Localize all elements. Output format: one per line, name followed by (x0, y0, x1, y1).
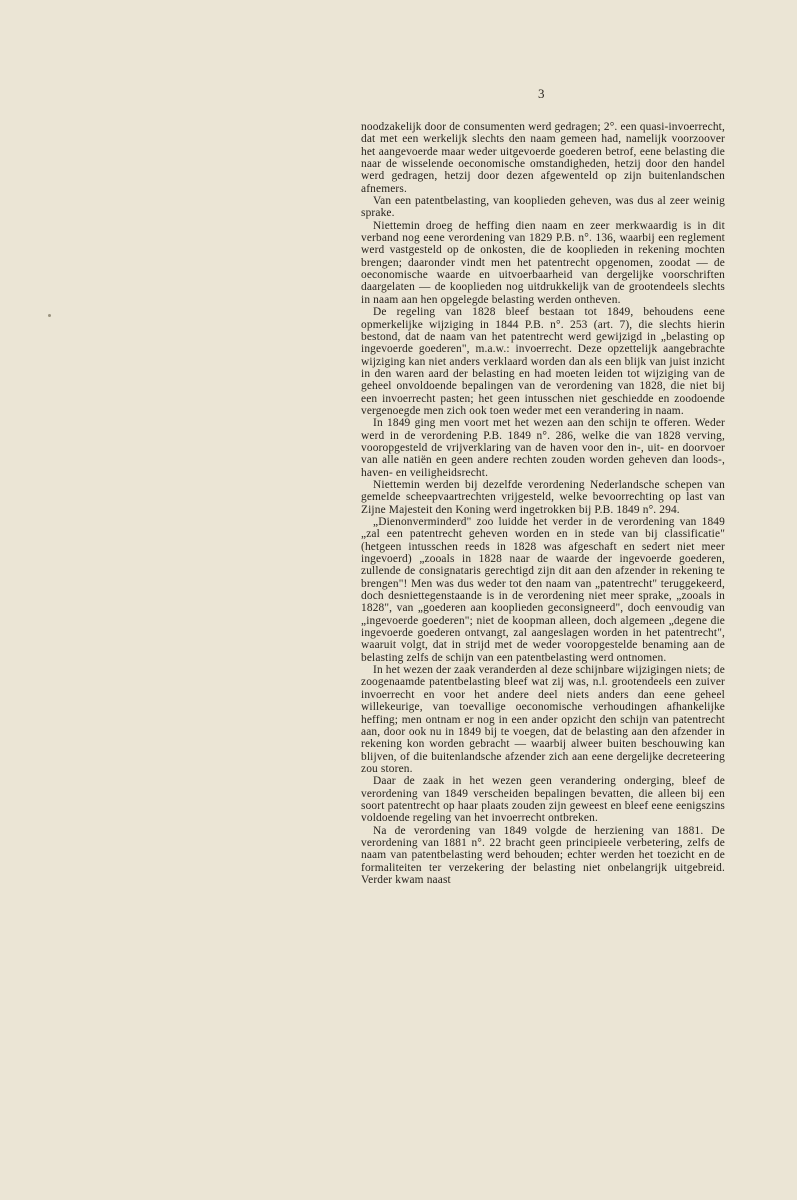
paragraph: noodzakelijk door de consumenten werd gedragen; 2°. een quasi-invoerrecht, dat met een werkelijk slechts den naam gemeen had, namelijk voorzoover het aangevoerde maar weder uitgevoerde goederen betrof, eene belasting die naar de wisselende oeconomische omstandigheden, hetzij door den handel werd gedragen, hetzij door dezen afgewenteld op zijn buitenlandschen afnemers. (361, 121, 725, 195)
paragraph: Daar de zaak in het wezen geen verandering onderging, bleef de verordening van 1849 verscheiden bepalingen bevatten, die alleen bij een soort patentrecht op haar plaats zouden zijn geweest en bleef eene eenigszins voldoende regeling van het invoerrecht ontbreken. (361, 775, 725, 825)
paragraph: Niettemin werden bij dezelfde verordening Nederlandsche schepen van gemelde scheepvaartrechten vrijgesteld, welke bevoorrechting op last van Zijne Majesteit den Koning werd ingetrokken bij P.B. 1849 n°. 294. (361, 478, 725, 516)
paragraph: Niettemin droeg de heffing dien naam en zeer merkwaardig is in dit verband nog eene verordening van 1829 P.B. n°. 136, waarbij een reglement werd vastgesteld op de onkosten, die de kooplieden in rekening mochten brengen; daaronder vindt men het patentrecht opgenomen, zoodat — de oeconomische waarde en uitvoerbaarheid van dergelijke voorschriften daargelaten — de kooplieden nog uitdrukkelijk van de grootendeels slechts in naam aan hen opgelegde belasting werden ontheven. (361, 219, 725, 306)
paragraph: Van een patentbelasting, van kooplieden geheven, was dus al zeer weinig sprake. (361, 195, 725, 220)
paragraph: In 1849 ging men voort met het wezen aan den schijn te offeren. Weder werd in de verordening P.B. 1849 n°. 286, welke die van 1828 verving, vooropgesteld de vrijverklaring van de haven voor den in-, uit- en doorvoer van alle natiën en geen andere rechten zouden worden geheven dan loods-, haven- en veiligheidsrecht. (361, 417, 725, 479)
paragraph: Na de verordening van 1849 volgde de herziening van 1881. De verordening van 1881 n°. 22 bracht geen principieele verbetering, zelfs de naam van patentbelasting werd behouden; echter werden het toezicht en de formaliteiten ter verzekering der belasting niet onbelangrijk uitgebreid. Verder kwam naast (361, 824, 725, 886)
paragraph: In het wezen der zaak veranderden al deze schijnbare wijzigingen niets; de zoogenaamde patentbelasting bleef wat zij was, n.l. grootendeels een zuiver invoerrecht en voor het andere deel niets anders dan eene geheel willekeurige, van toevallige oeconomische verhoudingen afhankelijke heffing; men ontnam er nog in een ander opzicht den schijn van patentrecht aan, door ook nu in 1849 bij te voegen, dat de belasting aan den afzender in rekening kon worden gebracht — waarbij alweer buiten beschouwing kan blijven, of die buitenlandsche afzender zich aan eene dergelijke decreteering zou storen. (361, 664, 725, 775)
paragraph: „Dienonverminderd" zoo luidde het verder in de verordening van 1849 „zal een patentrecht geheven worden en in stede van bij classificatie" (hetgeen intusschen reeds in 1828 was afgeschaft en sedert niet meer ingevoerd) „zooals in 1828 naar de waarde der ingevoerde goederen, zullende de consignataris gerechtigd zijn dit aan den afzender in rekening te brengen"! Men was dus weder tot den naam van „patentrecht" teruggekeerd, doch desniettegenstaande is in de verordening niet meer sprake, „zooals in 1828", van „goederen aan kooplieden geconsigneerd", doch eenvoudig van „ingevoerde goederen"; niet de koopman alleen, doch algemeen „degene die ingevoerde goederen ontvangt, zal aangeslagen worden in het patentrecht", waaruit volgt, dat in strijd met de weder vooropgestelde benaming aan de belasting zelfs de schijn van een patentbelasting werd ontnomen. (361, 516, 725, 664)
body-text (361, 121, 725, 886)
paper-speck (48, 314, 51, 317)
paragraph: De regeling van 1828 bleef bestaan tot 1849, behoudens eene opmerkelijke wijziging in 1844 P.B. n°. 253 (art. 7), die slechts hierin bestond, dat de naam van het patentrecht werd gewijzigd in „belasting op ingevoerde goederen", m.a.w.: invoerrecht. Deze opzettelijk aangebrachte wijziging kan niet anders verklaard worden dan als een blijk van juist inzicht in den waren aard der belasting en had moeten leiden tot wijziging van de geheel onvoldoende bepalingen van de verordening van 1828, die niet bij een invoerrecht pasten; het geen intusschen niet geschiedde en zoodoende vergenoegde men zich ook toen weder met een verandering in naam. (361, 306, 725, 417)
page-number: 3 (538, 86, 545, 101)
